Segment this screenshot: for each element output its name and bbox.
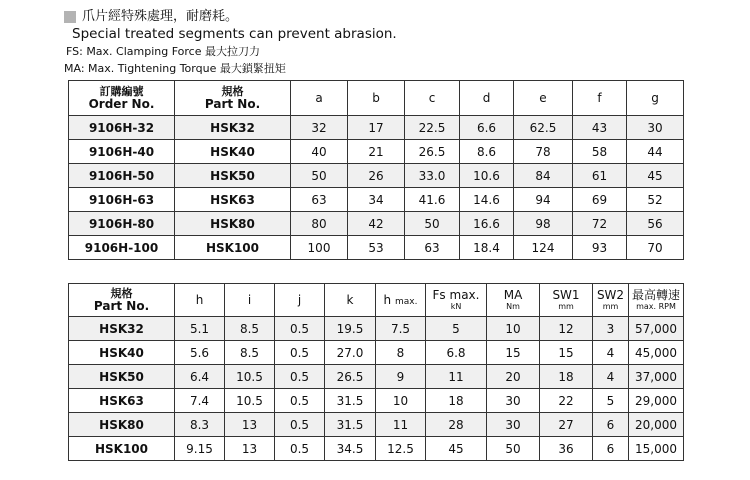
table-row: [69, 317, 684, 341]
square-bullet-icon: [64, 11, 76, 23]
table-cell: HSK63: [175, 188, 291, 212]
table-cell: 18: [426, 389, 487, 413]
table-cell: HSK100: [69, 437, 175, 461]
table-cell: 58: [573, 140, 627, 164]
table-cell: 124: [514, 236, 573, 260]
table-cell: 10: [487, 317, 540, 341]
table-cell: HSK32: [175, 116, 291, 140]
table-cell: 9106H-50: [69, 164, 175, 188]
note-line-2: Special treated segments can prevent abrasion.: [72, 26, 397, 42]
table-cell: 72: [573, 212, 627, 236]
header-sw1: SW1 mm: [540, 284, 593, 317]
table-row: [69, 116, 684, 140]
table-cell: 37,000: [629, 365, 684, 389]
table-cell: 10: [376, 389, 426, 413]
table-cell: HSK80: [175, 212, 291, 236]
table-cell: 40: [291, 140, 348, 164]
notes: [64, 8, 704, 78]
header-g: g: [627, 81, 684, 116]
table-cell: 30: [487, 389, 540, 413]
header-i: i: [225, 284, 275, 317]
table-cell: 98: [514, 212, 573, 236]
table-cell: HSK63: [69, 389, 175, 413]
table-row: [69, 236, 684, 260]
table-cell: 28: [426, 413, 487, 437]
table-cell: 53: [348, 236, 405, 260]
header-ma: MA Nm: [487, 284, 540, 317]
table-cell: 31.5: [325, 413, 376, 437]
table-cell: 9106H-80: [69, 212, 175, 236]
table-cell: 6.6: [460, 116, 514, 140]
table-row: [69, 212, 684, 236]
header-j: j: [275, 284, 325, 317]
table-cell: 7.4: [175, 389, 225, 413]
table-cell: 94: [514, 188, 573, 212]
note-line-3: FS: Max. Clamping Force 最大拉刀力: [66, 45, 260, 58]
table-cell: 63: [291, 188, 348, 212]
table-cell: 63: [405, 236, 460, 260]
header-part-no: 規格 Part No.: [175, 81, 291, 116]
table-cell: 26.5: [405, 140, 460, 164]
table1-header-row: [69, 81, 684, 116]
table-cell: 9106H-63: [69, 188, 175, 212]
table-cell: 0.5: [275, 365, 325, 389]
header-b: b: [348, 81, 405, 116]
table-cell: 4: [593, 365, 629, 389]
table-cell: 5.6: [175, 341, 225, 365]
table-cell: 50: [487, 437, 540, 461]
table-cell: 10.5: [225, 389, 275, 413]
header-f: f: [573, 81, 627, 116]
table-cell: 13: [225, 437, 275, 461]
table-cell: HSK50: [175, 164, 291, 188]
table-cell: 20: [487, 365, 540, 389]
table-cell: 14.6: [460, 188, 514, 212]
specs-table: [68, 283, 684, 461]
table-cell: 22.5: [405, 116, 460, 140]
table-cell: 9106H-100: [69, 236, 175, 260]
table-cell: 0.5: [275, 341, 325, 365]
table-cell: 36: [540, 437, 593, 461]
table-cell: 41.6: [405, 188, 460, 212]
header-fs-max: Fs max. kN: [426, 284, 487, 317]
table-cell: 15: [540, 341, 593, 365]
table-cell: 6: [593, 437, 629, 461]
table-cell: 52: [627, 188, 684, 212]
table-cell: 8.3: [175, 413, 225, 437]
note-text-1: 爪片經特殊處理，耐磨耗。: [82, 9, 239, 24]
table-cell: 15: [487, 341, 540, 365]
table-cell: 13: [225, 413, 275, 437]
header-c: c: [405, 81, 460, 116]
table-cell: 27: [540, 413, 593, 437]
table-cell: 29,000: [629, 389, 684, 413]
table-cell: 6.4: [175, 365, 225, 389]
header-k: k: [325, 284, 376, 317]
table-cell: 84: [514, 164, 573, 188]
table-cell: 8.6: [460, 140, 514, 164]
table-cell: 20,000: [629, 413, 684, 437]
table-cell: HSK32: [69, 317, 175, 341]
table-cell: 10.5: [225, 365, 275, 389]
table-cell: 8.5: [225, 341, 275, 365]
table-cell: 80: [291, 212, 348, 236]
table-cell: 42: [348, 212, 405, 236]
header-part-no: 規格 Part No.: [69, 284, 175, 317]
table-cell: 32: [291, 116, 348, 140]
table-row: [69, 437, 684, 461]
table-cell: 34.5: [325, 437, 376, 461]
table-cell: 27.0: [325, 341, 376, 365]
table-cell: HSK80: [69, 413, 175, 437]
table-cell: 5: [426, 317, 487, 341]
header-d: d: [460, 81, 514, 116]
table-cell: 45,000: [629, 341, 684, 365]
dimensions-table: [68, 80, 684, 260]
header-h-max: h max.: [376, 284, 426, 317]
table-cell: HSK40: [175, 140, 291, 164]
table-cell: 5: [593, 389, 629, 413]
table-cell: 0.5: [275, 437, 325, 461]
table-cell: 44: [627, 140, 684, 164]
table-cell: 8.5: [225, 317, 275, 341]
header-sw2: SW2 mm: [593, 284, 629, 317]
table-cell: 7.5: [376, 317, 426, 341]
header-h: h: [175, 284, 225, 317]
table-cell: 9106H-32: [69, 116, 175, 140]
table-cell: 22: [540, 389, 593, 413]
table-cell: 69: [573, 188, 627, 212]
table-cell: 6: [593, 413, 629, 437]
table-cell: 45: [426, 437, 487, 461]
table-row: [69, 413, 684, 437]
table-cell: 30: [627, 116, 684, 140]
table-cell: 10.6: [460, 164, 514, 188]
header-a: a: [291, 81, 348, 116]
table-cell: 34: [348, 188, 405, 212]
table-cell: 57,000: [629, 317, 684, 341]
header-order-no: 訂購編號 Order No.: [69, 81, 175, 116]
header-e: e: [514, 81, 573, 116]
table-cell: 0.5: [275, 317, 325, 341]
table-cell: 33.0: [405, 164, 460, 188]
table-cell: 0.5: [275, 389, 325, 413]
table-cell: 31.5: [325, 389, 376, 413]
table-cell: 50: [291, 164, 348, 188]
table-cell: 9: [376, 365, 426, 389]
table-row: [69, 140, 684, 164]
table-cell: 18: [540, 365, 593, 389]
table-cell: 45: [627, 164, 684, 188]
table-cell: 61: [573, 164, 627, 188]
table-cell: 11: [376, 413, 426, 437]
table-cell: 16.6: [460, 212, 514, 236]
table-cell: 26.5: [325, 365, 376, 389]
table-cell: 18.4: [460, 236, 514, 260]
note-line-1: [64, 8, 704, 25]
table-cell: 9.15: [175, 437, 225, 461]
table-cell: 12: [540, 317, 593, 341]
table-cell: 19.5: [325, 317, 376, 341]
table-cell: 12.5: [376, 437, 426, 461]
table-cell: HSK40: [69, 341, 175, 365]
table-cell: HSK100: [175, 236, 291, 260]
table-cell: 11: [426, 365, 487, 389]
table-row: [69, 164, 684, 188]
note-line-4: MA: Max. Tightening Torque 最大鎖緊扭矩: [64, 62, 286, 75]
table-cell: 8: [376, 341, 426, 365]
table-cell: 56: [627, 212, 684, 236]
table-cell: 62.5: [514, 116, 573, 140]
table-cell: 100: [291, 236, 348, 260]
table-cell: 21: [348, 140, 405, 164]
table-cell: 93: [573, 236, 627, 260]
table-cell: 0.5: [275, 413, 325, 437]
table-cell: 5.1: [175, 317, 225, 341]
table-cell: 70: [627, 236, 684, 260]
table-cell: 3: [593, 317, 629, 341]
table-cell: 30: [487, 413, 540, 437]
table-cell: 9106H-40: [69, 140, 175, 164]
table2-header-row: [69, 284, 684, 317]
table-cell: 6.8: [426, 341, 487, 365]
table-cell: 4: [593, 341, 629, 365]
table-row: [69, 341, 684, 365]
table-cell: HSK50: [69, 365, 175, 389]
table-cell: 17: [348, 116, 405, 140]
table-cell: 50: [405, 212, 460, 236]
table-cell: 26: [348, 164, 405, 188]
table-row: [69, 389, 684, 413]
table-cell: 78: [514, 140, 573, 164]
table-cell: 43: [573, 116, 627, 140]
table-row: [69, 188, 684, 212]
header-max-rpm: 最高轉速 max. RPM: [629, 284, 684, 317]
table-row: [69, 365, 684, 389]
table-cell: 15,000: [629, 437, 684, 461]
